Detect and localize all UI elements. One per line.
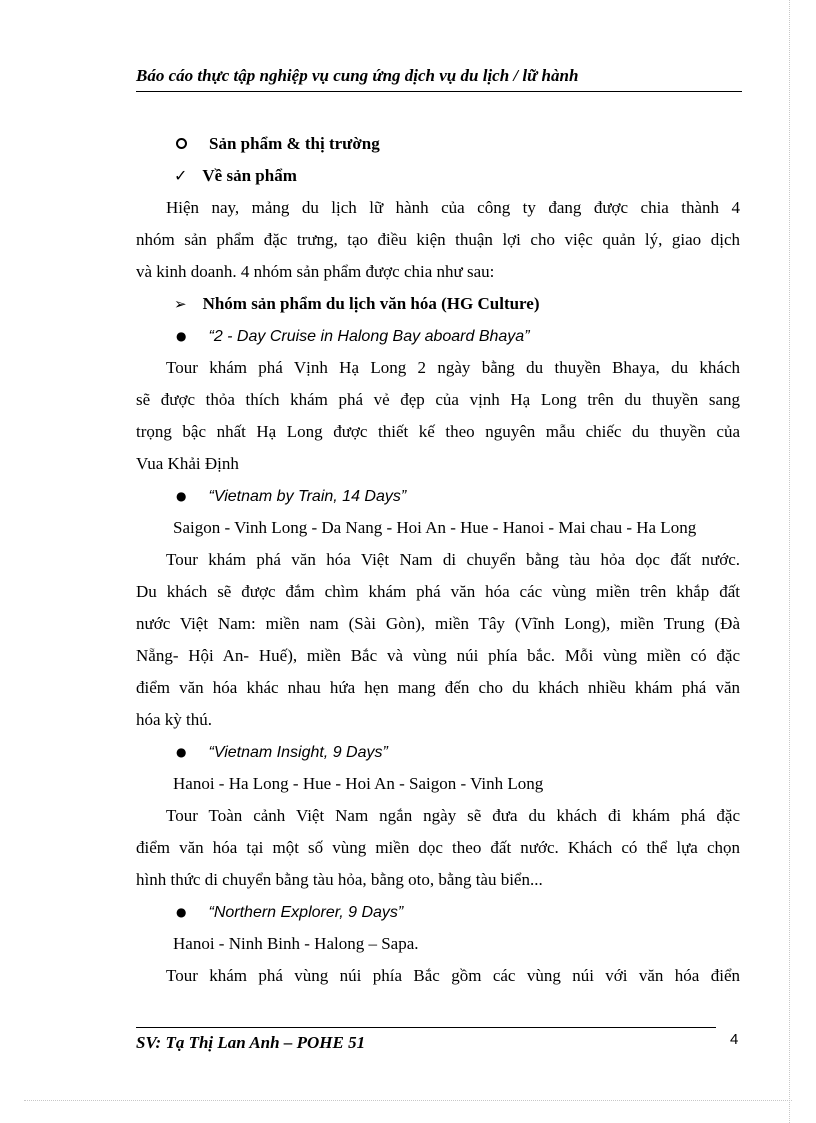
- tour-title: ● “Vietnam by Train, 14 Days”: [136, 480, 740, 512]
- paragraph-line: điểm văn hóa tại một số vùng miền dọc theo đất nước. Khách có thể lựa chọn: [136, 838, 740, 857]
- paragraph-line: Nẵng- Hội An- Huế), miền Bắc và vùng núi phía bắc. Mỗi vùng miền có đặc: [136, 646, 740, 665]
- subsection-heading: ✓ Về sản phẩm: [136, 160, 740, 192]
- paragraph-line: Tour khám phá văn hóa Việt Nam di chuyển bằng tàu hỏa dọc đất nước.: [166, 550, 740, 569]
- page-body: [136, 128, 740, 992]
- group-heading: ➢ Nhóm sản phẩm du lịch văn hóa (HG Culture): [136, 288, 740, 320]
- paragraph-line: sẽ được thỏa thích khám phá vẻ đẹp của vịnh Hạ Long trên du thuyền sang: [136, 390, 740, 409]
- dot-bullet-icon: ●: [176, 489, 187, 504]
- paragraph-line: hóa kỳ thú.: [136, 710, 213, 729]
- paragraph-line: điểm văn hóa khác nhau hứa hẹn mang đến cho du khách nhiều khám phá văn: [136, 678, 740, 697]
- header-rule: [136, 91, 742, 92]
- running-header: Báo cáo thực tập nghiệp vụ cung ứng dịch vụ du lịch / lữ hành: [136, 66, 579, 85]
- tour-title: ● “Vietnam Insight, 9 Days”: [136, 736, 740, 768]
- paragraph-line: Vua Khải Định: [136, 454, 239, 473]
- paragraph-line: hình thức di chuyển bằng tàu hỏa, bằng oto, bằng tàu biển...: [136, 870, 543, 889]
- page-edge-vertical: [789, 0, 790, 1123]
- checkmark-icon: ✓: [174, 166, 188, 185]
- section-heading: Sản phẩm & thị trường: [136, 128, 740, 160]
- dot-bullet-icon: ●: [176, 905, 187, 920]
- paragraph-line: Tour Toàn cảnh Việt Nam ngắn ngày sẽ đưa du khách đi khám phá đặc: [166, 806, 740, 825]
- paragraph-line: Tour khám phá Vịnh Hạ Long 2 ngày bằng du thuyền Bhaya, du khách: [166, 358, 740, 377]
- dot-bullet-icon: ●: [176, 329, 187, 344]
- page-edge-horizontal: [24, 1100, 792, 1101]
- dot-bullet-icon: ●: [176, 745, 187, 760]
- footer-author: SV: Tạ Thị Lan Anh – POHE 51: [136, 1033, 366, 1052]
- tour-title: ● “2 - Day Cruise in Halong Bay aboard Bhaya”: [136, 320, 740, 352]
- tour-route: Hanoi - Ninh Binh - Halong – Sapa.: [173, 934, 419, 953]
- tour-route: Saigon - Vinh Long - Da Nang - Hoi An - Hue - Hanoi - Mai chau - Ha Long: [173, 518, 697, 537]
- circle-bullet-icon: [176, 138, 187, 149]
- tour-route: Hanoi - Ha Long - Hue - Hoi An - Saigon - Vinh Long: [173, 774, 544, 793]
- paragraph-line: nước Việt Nam: miền nam (Sài Gòn), miền Tây (Vĩnh Long), miền Trung (Đà: [136, 614, 740, 633]
- footer-rule: [136, 1027, 716, 1028]
- page-number: 4: [730, 1031, 739, 1048]
- paragraph-line: Hiện nay, mảng du lịch lữ hành của công ty đang được chia thành 4: [166, 198, 740, 217]
- paragraph-line: Tour khám phá vùng núi phía Bắc gồm các vùng núi với văn hóa điển: [166, 966, 740, 985]
- paragraph-line: và kinh doanh. 4 nhóm sản phẩm được chia như sau:: [136, 262, 495, 281]
- paragraph-line: trọng bậc nhất Hạ Long được thiết kế theo nguyên mẫu chiếc du thuyền của: [136, 422, 740, 441]
- paragraph-line: Du khách sẽ được đắm chìm khám phá văn hóa các vùng miền trên khắp đất: [136, 582, 740, 601]
- paragraph-line: nhóm sản phẩm đặc trưng, tạo điều kiện thuận lợi cho việc quản lý, giao dịch: [136, 230, 740, 249]
- arrow-bullet-icon: ➢: [174, 295, 187, 313]
- tour-title: ● “Northern Explorer, 9 Days”: [136, 896, 740, 928]
